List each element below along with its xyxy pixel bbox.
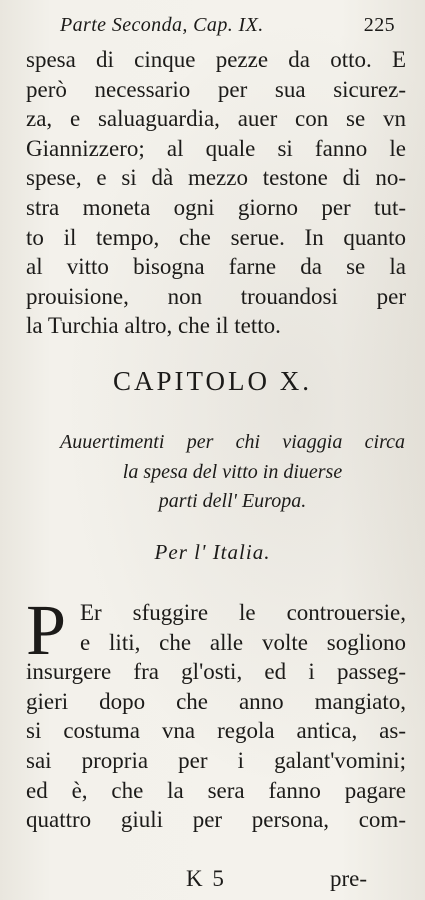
text-line: sai propria per i galant'vomini; — [26, 747, 406, 773]
paragraph-italia — [26, 590, 406, 835]
text-line: to il tempo, che serue. In quanto — [26, 224, 406, 250]
subtitle-line: la spesa del vitto in diuerse — [122, 460, 343, 483]
text-line: però necessario per sua sicurez- — [26, 76, 406, 102]
drop-cap: P — [26, 590, 67, 670]
chapter-subtitle — [60, 428, 405, 517]
subtitle-line: Auuertimenti per chi viaggia circa — [60, 431, 405, 453]
text-line: insurgere fra gl'osti, ed i passeg- — [26, 659, 406, 685]
running-header — [60, 14, 395, 44]
text-line: prouisione, non trouandosi per — [26, 283, 406, 309]
signature-mark: K 5 — [186, 866, 226, 891]
text-line: stra moneta ogni giorno per tut- — [26, 194, 406, 220]
text-line: al vitto bisogna farne da se la — [26, 254, 406, 280]
chapter-title: CAPITOLO X. — [112, 366, 312, 396]
running-title: Parte Seconda, Cap. IX. — [60, 14, 264, 36]
text-line: e liti, che alle volte sogliono — [80, 629, 406, 655]
text-line: quattro giuli per persona, com- — [26, 807, 406, 833]
section-heading: Per l' Italia. — [154, 540, 271, 564]
paragraph-continuation — [26, 45, 406, 341]
page-number: 225 — [363, 14, 395, 36]
text-line: si costuma vna regola antica, as- — [26, 718, 406, 744]
text-line: za, e saluaguardia, auer con se vn — [26, 106, 406, 132]
text-line: gieri dopo che anno mangiato, — [26, 688, 406, 714]
text-line: la Turchia altro, che il tetto. — [26, 313, 281, 339]
text-line: spesa di cinque pezze da otto. E — [26, 47, 406, 72]
catchword: pre- — [330, 866, 368, 891]
subtitle-line: parti dell' Europa. — [158, 490, 307, 513]
text-line: Er sfuggire le controuersie, — [80, 600, 406, 625]
text-line: spese, e si dà mezzo testone di no- — [26, 165, 406, 191]
page-footer — [0, 866, 425, 896]
text-line: ed è, che la sera fanno pagare — [26, 777, 406, 803]
text-line: Giannizzero; al quale si fanno le — [26, 135, 406, 161]
